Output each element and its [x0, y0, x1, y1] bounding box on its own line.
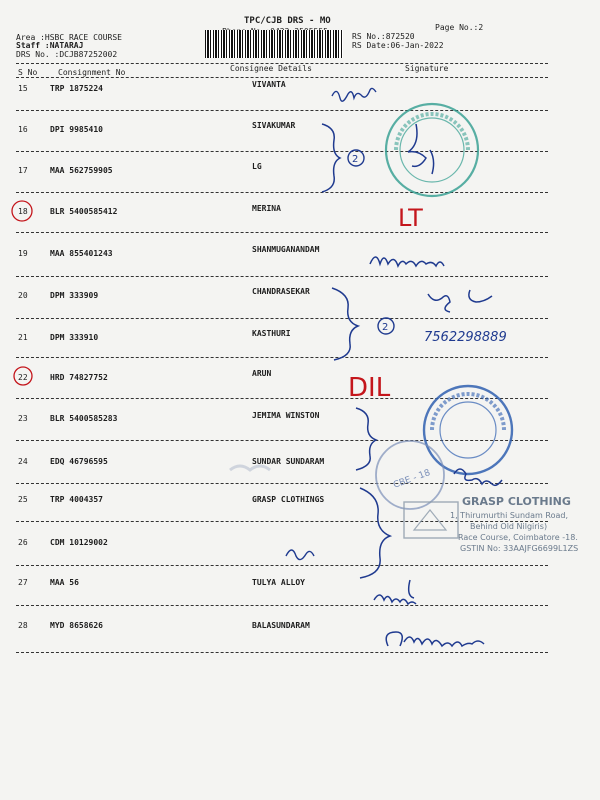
row-sno: 16	[18, 125, 28, 134]
signature-row-16	[408, 124, 434, 174]
row-consignee: ARUN	[252, 369, 272, 378]
row-sno: 23	[18, 414, 28, 423]
row-consignee: SUNDAR SUNDARAM	[252, 457, 325, 466]
document-title: TPC/CJB DRS - MO	[244, 16, 331, 26]
row-consignee: VIVANTA	[252, 80, 286, 89]
row-sno: 18	[18, 207, 28, 216]
brace-rows-16-17	[322, 124, 340, 192]
signature-row-26	[286, 550, 314, 560]
row-consignment: TRP 1875224	[50, 84, 103, 93]
row-sno: 20	[18, 291, 28, 300]
row-sno: 22	[18, 373, 28, 382]
row-consignment: DPM 333909	[50, 291, 99, 300]
row-consignee: BALASUNDARAM	[252, 621, 310, 630]
stamp-faint-text: CBE - 18	[392, 468, 432, 491]
row-consignment: TRP 4004357	[50, 495, 103, 504]
row-sno: 28	[18, 621, 28, 630]
handwritten-dil: DIL	[348, 373, 391, 403]
row-consignee: KASTHURI	[252, 329, 291, 338]
signature-row-15	[332, 88, 376, 101]
count-text-a: 2	[352, 154, 359, 165]
row-sno: 24	[18, 457, 28, 466]
row-consignment: MAA 562759905	[50, 166, 113, 175]
circle-mark-18	[12, 201, 32, 221]
stamp-teal-lettering	[396, 114, 468, 150]
handwritten-lt: LT	[398, 204, 423, 232]
grasp-stamp-addr3: Race Course, Coimbatore -18.	[458, 533, 578, 542]
signature-row-20	[428, 290, 492, 312]
grasp-stamp-logo	[404, 502, 458, 538]
signature-row-19	[370, 257, 444, 266]
drs-number: DRS No. :DCJB87252002	[16, 50, 118, 59]
brace-rows-23-24	[356, 408, 376, 470]
brace-rows-20-21	[332, 288, 358, 360]
signature-row-28	[386, 632, 484, 646]
count-text-b: 2	[382, 322, 389, 333]
row-sno: 27	[18, 578, 28, 587]
row-consignee: GRASP CLOTHINGS	[252, 495, 325, 504]
stamp-blue-lettering	[432, 394, 504, 430]
row-sno: 15	[18, 84, 28, 93]
round-stamp-blue-inner	[440, 402, 496, 458]
row-consignment: CDM 10129002	[50, 538, 108, 547]
row-consignee: TULYA ALLOY	[252, 578, 305, 587]
row-sno: 17	[18, 166, 28, 175]
rs-number: RS No.:872520	[352, 32, 415, 41]
row-sno: 21	[18, 333, 28, 342]
grasp-stamp-addr2: Behind Old Nilgiris)	[470, 522, 548, 531]
row-consignment: DPM 333910	[50, 333, 99, 342]
grasp-stamp-name: GRASP CLOTHING	[462, 495, 571, 508]
column-signature: Signature	[405, 64, 449, 73]
column-consignee: Consignee Details	[230, 64, 312, 73]
signature-row-27	[374, 580, 416, 604]
row-sno: 26	[18, 538, 28, 547]
round-stamp-blue	[424, 386, 512, 474]
row-consignee: SHANMUGANANDAM	[252, 245, 320, 254]
row-consignee: MERINA	[252, 204, 281, 213]
row-consignee: SIVAKUMAR	[252, 121, 296, 130]
row-consignment: BLR 5400585283	[50, 414, 118, 423]
row-consignee: LG	[252, 162, 262, 171]
row-consignment: MAA 855401243	[50, 249, 113, 258]
row-consignment: MAA 56	[50, 578, 79, 587]
row-sno: 19	[18, 249, 28, 258]
grasp-stamp-gstin: GSTIN No: 33AAJFG6699L1ZS	[460, 544, 579, 553]
row-consignment: EDQ 46796595	[50, 457, 108, 466]
page-number: Page No.:2	[435, 23, 484, 32]
handwritten-phone: 7562298889	[424, 330, 507, 345]
row-consignment: MYD 8658626	[50, 621, 103, 630]
grasp-logo-shape	[414, 510, 446, 530]
faint-stamp-mark	[230, 466, 270, 470]
circle-mark-22	[14, 367, 32, 385]
signature-row-24	[454, 469, 502, 485]
row-consignment: BLR 5400585412	[50, 207, 118, 216]
row-consignment: HRD 74827752	[50, 373, 108, 382]
grasp-stamp-addr1: 1, Thirumurthi Sundam Road,	[450, 511, 568, 520]
column-sno: S No	[18, 68, 38, 77]
row-consignee: CHANDRASEKAR	[252, 287, 310, 296]
row-sno: 25	[18, 495, 28, 504]
area-label: Area :HSBC RACE COURSE	[16, 33, 122, 42]
row-consignment: DPI 9985410	[50, 125, 103, 134]
row-consignee: JEMIMA WINSTON	[252, 411, 320, 420]
staff-label: Staff :NATARAJ	[16, 41, 84, 50]
rs-date: RS Date:06-Jan-2022	[352, 41, 444, 50]
brace-rows-25-27	[360, 488, 390, 578]
column-consignment: Consignment No	[58, 68, 126, 77]
